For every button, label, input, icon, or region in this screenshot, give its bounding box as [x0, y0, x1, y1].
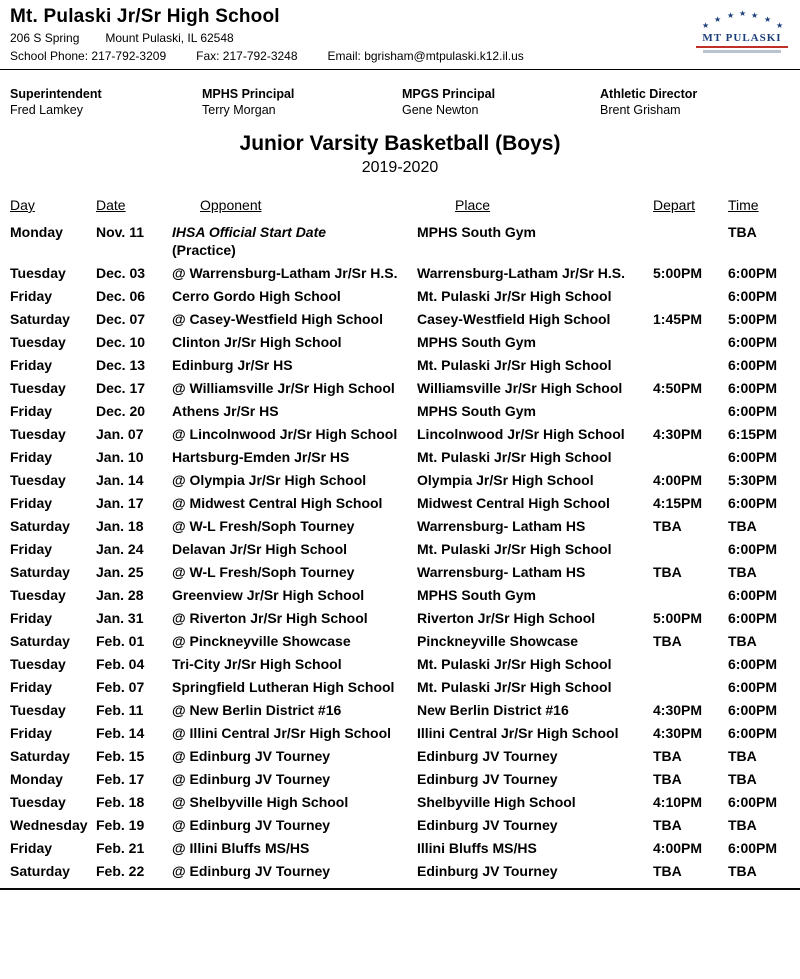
row-date: Feb. 19 [96, 817, 145, 833]
row-day: Saturday [10, 311, 70, 327]
row-opponent [172, 747, 417, 765]
opponent-text: Tri-City Jr/Sr High School [172, 656, 342, 672]
row-place: Warrensburg-Latham Jr/Sr H.S. [417, 265, 625, 281]
opponent-text: @ W-L Fresh/Soph Tourney [172, 564, 355, 580]
row-date: Jan. 07 [96, 426, 144, 442]
row-depart: 4:50PM [653, 380, 703, 396]
row-place: Midwest Central High School [417, 495, 610, 511]
staff-mpgs-principal [402, 86, 600, 118]
row-opponent [172, 356, 417, 374]
row-day: Monday [10, 771, 63, 787]
row-opponent [172, 223, 417, 259]
row-place: Edinburg JV Tourney [417, 748, 558, 764]
row-place: New Berlin District #16 [417, 702, 569, 718]
svg-text:★: ★ [714, 15, 722, 24]
table-row [10, 379, 790, 397]
row-time: 6:00PM [728, 794, 778, 810]
row-time: 6:00PM [728, 495, 778, 511]
row-day: Tuesday [10, 334, 66, 350]
table-row [10, 563, 790, 581]
row-place: Mt. Pulaski Jr/Sr High School [417, 656, 612, 672]
table-header-row [10, 197, 790, 213]
row-opponent [172, 264, 417, 282]
staff-row [10, 86, 790, 118]
table-row [10, 517, 790, 535]
staff-name: Brent Grisham [600, 103, 681, 117]
opponent-text: Edinburg Jr/Sr HS [172, 357, 293, 373]
row-day: Friday [10, 403, 53, 419]
row-depart: 4:10PM [653, 794, 703, 810]
row-opponent [172, 333, 417, 351]
row-place: Casey-Westfield High School [417, 311, 611, 327]
opponent-text: Athens Jr/Sr HS [172, 403, 279, 419]
opponent-text: @ Edinburg JV Tourney [172, 771, 331, 787]
row-depart: TBA [653, 518, 682, 534]
row-place: Shelbyville High School [417, 794, 576, 810]
table-row [10, 816, 790, 834]
row-depart: 5:00PM [653, 265, 703, 281]
row-date: Jan. 10 [96, 449, 144, 465]
row-day: Tuesday [10, 794, 66, 810]
row-place: Mt. Pulaski Jr/Sr High School [417, 679, 612, 695]
row-opponent [172, 448, 417, 466]
row-time: 6:00PM [728, 840, 778, 856]
row-date: Feb. 04 [96, 656, 145, 672]
row-date: Feb. 21 [96, 840, 145, 856]
row-depart: 4:15PM [653, 495, 703, 511]
row-opponent [172, 494, 417, 512]
row-time: 6:00PM [728, 679, 778, 695]
row-opponent [172, 724, 417, 742]
row-place: Illini Central Jr/Sr High School [417, 725, 619, 741]
opponent-text: @ New Berlin District #16 [172, 702, 342, 718]
table-row [10, 471, 790, 489]
row-depart: 1:45PM [653, 311, 703, 327]
row-date: Feb. 11 [96, 702, 144, 718]
row-depart: TBA [653, 564, 682, 580]
row-place: Olympia Jr/Sr High School [417, 472, 594, 488]
row-opponent [172, 839, 417, 857]
row-place: Illini Bluffs MS/HS [417, 840, 537, 856]
row-day: Tuesday [10, 265, 66, 281]
row-day: Friday [10, 357, 53, 373]
row-time: 6:00PM [728, 725, 778, 741]
row-place: MPHS South Gym [417, 403, 537, 419]
row-date: Jan. 17 [96, 495, 144, 511]
row-time: 6:00PM [728, 265, 778, 281]
table-row [10, 839, 790, 857]
row-time: 6:00PM [728, 587, 778, 603]
school-phone: School Phone: 217-792-3209 [10, 49, 167, 63]
svg-text:★: ★ [727, 11, 735, 20]
opponent-text: Clinton Jr/Sr High School [172, 334, 342, 350]
row-day: Friday [10, 679, 53, 695]
row-day: Friday [10, 840, 53, 856]
row-time: 6:00PM [728, 449, 778, 465]
opponent-text: Hartsburg-Emden Jr/Sr HS [172, 449, 350, 465]
row-opponent [172, 563, 417, 581]
row-depart: 4:30PM [653, 725, 703, 741]
svg-text:★: ★ [751, 11, 759, 20]
row-depart: TBA [653, 771, 682, 787]
row-day: Tuesday [10, 702, 66, 718]
season: 2019-2020 [361, 159, 439, 176]
opponent-note: (Practice) [172, 242, 236, 258]
row-date: Dec. 06 [96, 288, 146, 304]
row-date: Dec. 17 [96, 380, 146, 396]
row-time: 6:00PM [728, 403, 778, 419]
table-row [10, 724, 790, 742]
row-time: TBA [728, 863, 757, 879]
opponent-text: @ Illini Bluffs MS/HS [172, 840, 310, 856]
row-depart: 4:00PM [653, 840, 703, 856]
row-day: Saturday [10, 518, 70, 534]
opponent-text: @ Pinckneyville Showcase [172, 633, 351, 649]
row-date: Jan. 31 [96, 610, 144, 626]
row-date: Dec. 03 [96, 265, 146, 281]
row-depart: TBA [653, 817, 682, 833]
row-day: Tuesday [10, 472, 66, 488]
row-opponent [172, 793, 417, 811]
row-opponent [172, 655, 417, 673]
svg-text:★: ★ [739, 9, 747, 18]
opponent-text: @ Edinburg JV Tourney [172, 748, 331, 764]
svg-text:★: ★ [764, 15, 772, 24]
school-address [10, 31, 790, 45]
col-header-place: Place [455, 197, 491, 213]
row-date: Jan. 28 [96, 587, 144, 603]
row-date: Dec. 20 [96, 403, 146, 419]
svg-text:★: ★ [776, 21, 784, 30]
logo-stars-arc [694, 6, 790, 32]
row-date: Feb. 15 [96, 748, 145, 764]
row-day: Friday [10, 541, 53, 557]
school-contact [10, 49, 790, 63]
opponent-text: @ Edinburg JV Tourney [172, 817, 331, 833]
row-place: Mt. Pulaski Jr/Sr High School [417, 357, 612, 373]
table-row [10, 425, 790, 443]
staff-mphs-principal [202, 86, 402, 118]
row-time: 6:00PM [728, 357, 778, 373]
row-depart: TBA [653, 748, 682, 764]
table-row [10, 632, 790, 650]
row-depart: 4:30PM [653, 426, 703, 442]
table-row [10, 287, 790, 305]
row-day: Friday [10, 449, 53, 465]
row-time: TBA [728, 224, 757, 240]
col-header-opponent: Opponent [200, 197, 262, 213]
row-day: Tuesday [10, 656, 66, 672]
row-time: 6:00PM [728, 380, 778, 396]
row-time: 6:00PM [728, 610, 778, 626]
col-header-date: Date [96, 197, 126, 213]
table-row [10, 609, 790, 627]
row-opponent [172, 632, 417, 650]
opponent-text: @ Riverton Jr/Sr High School [172, 610, 368, 626]
table-row [10, 678, 790, 696]
staff-name: Terry Morgan [202, 103, 276, 117]
svg-text:★: ★ [702, 21, 710, 30]
row-time: 6:00PM [728, 702, 778, 718]
row-day: Saturday [10, 633, 70, 649]
address-city: Mount Pulaski, IL 62548 [105, 31, 234, 45]
table-row [10, 264, 790, 282]
row-time: TBA [728, 771, 757, 787]
page-title: Junior Varsity Basketball (Boys) [239, 132, 561, 155]
row-opponent [172, 540, 417, 558]
row-date: Feb. 14 [96, 725, 145, 741]
opponent-text: @ Warrensburg-Latham Jr/Sr H.S. [172, 265, 398, 281]
row-date: Nov. 11 [96, 224, 144, 240]
row-place: MPHS South Gym [417, 587, 537, 603]
row-time: 5:30PM [728, 472, 778, 488]
row-time: 6:15PM [728, 426, 778, 442]
row-opponent [172, 701, 417, 719]
row-date: Dec. 13 [96, 357, 146, 373]
row-time: TBA [728, 748, 757, 764]
opponent-text: @ Shelbyville High School [172, 794, 349, 810]
row-depart: 4:00PM [653, 472, 703, 488]
row-date: Feb. 01 [96, 633, 145, 649]
staff-title: Superintendent [10, 87, 102, 101]
opponent-text: @ Olympia Jr/Sr High School [172, 472, 367, 488]
row-date: Jan. 14 [96, 472, 144, 488]
table-row [10, 223, 790, 259]
table-row [10, 333, 790, 351]
row-place: Edinburg JV Tourney [417, 771, 558, 787]
table-row [10, 770, 790, 788]
table-row [10, 793, 790, 811]
row-opponent [172, 678, 417, 696]
title-block [10, 132, 790, 177]
school-name: Mt. Pulaski Jr/Sr High School [10, 6, 280, 27]
row-day: Monday [10, 224, 63, 240]
row-opponent [172, 379, 417, 397]
schedule-rows [10, 223, 790, 880]
row-opponent [172, 310, 417, 328]
table-row [10, 540, 790, 558]
row-day: Tuesday [10, 380, 66, 396]
opponent-text: Greenview Jr/Sr High School [172, 587, 365, 603]
row-date: Feb. 22 [96, 863, 145, 879]
row-opponent [172, 770, 417, 788]
row-opponent [172, 862, 417, 880]
row-place: Lincolnwood Jr/Sr High School [417, 426, 625, 442]
row-time: 5:00PM [728, 311, 778, 327]
row-day: Friday [10, 610, 53, 626]
letterhead [10, 6, 790, 70]
opponent-text: IHSA Official Start Date [172, 224, 327, 240]
row-day: Tuesday [10, 426, 66, 442]
opponent-text: @ Lincolnwood Jr/Sr High School [172, 426, 398, 442]
row-opponent [172, 425, 417, 443]
row-date: Dec. 07 [96, 311, 146, 327]
row-place: Mt. Pulaski Jr/Sr High School [417, 541, 612, 557]
row-time: TBA [728, 817, 757, 833]
row-time: 6:00PM [728, 541, 778, 557]
row-day: Saturday [10, 564, 70, 580]
school-fax: Fax: 217-792-3248 [196, 49, 298, 63]
row-place: Mt. Pulaski Jr/Sr High School [417, 449, 612, 465]
row-day: Saturday [10, 748, 70, 764]
table-row [10, 402, 790, 420]
row-day: Friday [10, 725, 53, 741]
col-header-depart: Depart [653, 197, 696, 213]
staff-athletic-director [600, 86, 780, 118]
row-time: 6:00PM [728, 334, 778, 350]
row-opponent [172, 816, 417, 834]
row-place: MPHS South Gym [417, 224, 537, 240]
staff-name: Gene Newton [402, 103, 479, 117]
opponent-text: @ Midwest Central High School [172, 495, 383, 511]
row-opponent [172, 402, 417, 420]
logo-tagline [703, 50, 781, 53]
opponent-text: Springfield Lutheran High School [172, 679, 395, 695]
bottom-rule [0, 888, 800, 890]
row-depart: TBA [653, 633, 682, 649]
staff-name: Fred Lamkey [10, 103, 83, 117]
address-street: 206 S Spring [10, 31, 80, 45]
school-logo [692, 6, 792, 53]
opponent-text: Delavan Jr/Sr High School [172, 541, 348, 557]
row-date: Feb. 17 [96, 771, 145, 787]
row-time: TBA [728, 633, 757, 649]
row-depart: 4:30PM [653, 702, 703, 718]
row-day: Friday [10, 288, 53, 304]
opponent-text: @ Williamsville Jr/Sr High School [172, 380, 395, 396]
staff-superintendent [10, 86, 202, 118]
row-depart: TBA [653, 863, 682, 879]
staff-title: MPGS Principal [402, 87, 496, 101]
table-row [10, 310, 790, 328]
opponent-text: @ Illini Central Jr/Sr High School [172, 725, 392, 741]
table-row [10, 586, 790, 604]
row-opponent [172, 517, 417, 535]
row-place: Warrensburg- Latham HS [417, 564, 586, 580]
table-row [10, 448, 790, 466]
header-divider [0, 69, 800, 70]
row-date: Jan. 18 [96, 518, 144, 534]
row-opponent [172, 287, 417, 305]
table-row [10, 494, 790, 512]
opponent-text: @ W-L Fresh/Soph Tourney [172, 518, 355, 534]
row-time: TBA [728, 564, 757, 580]
row-opponent [172, 609, 417, 627]
opponent-text: @ Edinburg JV Tourney [172, 863, 331, 879]
staff-title: Athletic Director [600, 87, 698, 101]
row-opponent [172, 471, 417, 489]
table-row [10, 862, 790, 880]
row-time: 6:00PM [728, 656, 778, 672]
row-date: Jan. 24 [96, 541, 144, 557]
row-place: Riverton Jr/Sr High School [417, 610, 596, 626]
table-row [10, 655, 790, 673]
row-place: MPHS South Gym [417, 334, 537, 350]
staff-title: MPHS Principal [202, 87, 295, 101]
logo-text: MT PULASKI [702, 32, 782, 44]
row-day: Tuesday [10, 587, 66, 603]
opponent-text: @ Casey-Westfield High School [172, 311, 383, 327]
row-place: Mt. Pulaski Jr/Sr High School [417, 288, 612, 304]
table-row [10, 356, 790, 374]
table-row [10, 701, 790, 719]
row-place: Pinckneyville Showcase [417, 633, 579, 649]
row-place: Williamsville Jr/Sr High School [417, 380, 623, 396]
row-date: Feb. 18 [96, 794, 145, 810]
row-place: Edinburg JV Tourney [417, 863, 558, 879]
col-header-time: Time [728, 197, 759, 213]
row-opponent [172, 586, 417, 604]
col-header-day: Day [10, 197, 35, 213]
school-email: Email: bgrisham@mtpulaski.k12.il.us [327, 49, 524, 63]
row-date: Feb. 07 [96, 679, 145, 695]
row-day: Saturday [10, 863, 70, 879]
logo-red-rule [696, 46, 788, 48]
row-date: Jan. 25 [96, 564, 144, 580]
row-place: Warrensburg- Latham HS [417, 518, 586, 534]
row-day: Friday [10, 495, 53, 511]
row-depart: 5:00PM [653, 610, 703, 626]
opponent-text: Cerro Gordo High School [172, 288, 341, 304]
row-day: Wednesday [10, 817, 88, 833]
row-date: Dec. 10 [96, 334, 146, 350]
row-time: 6:00PM [728, 288, 778, 304]
table-row [10, 747, 790, 765]
row-time: TBA [728, 518, 757, 534]
row-place: Edinburg JV Tourney [417, 817, 558, 833]
